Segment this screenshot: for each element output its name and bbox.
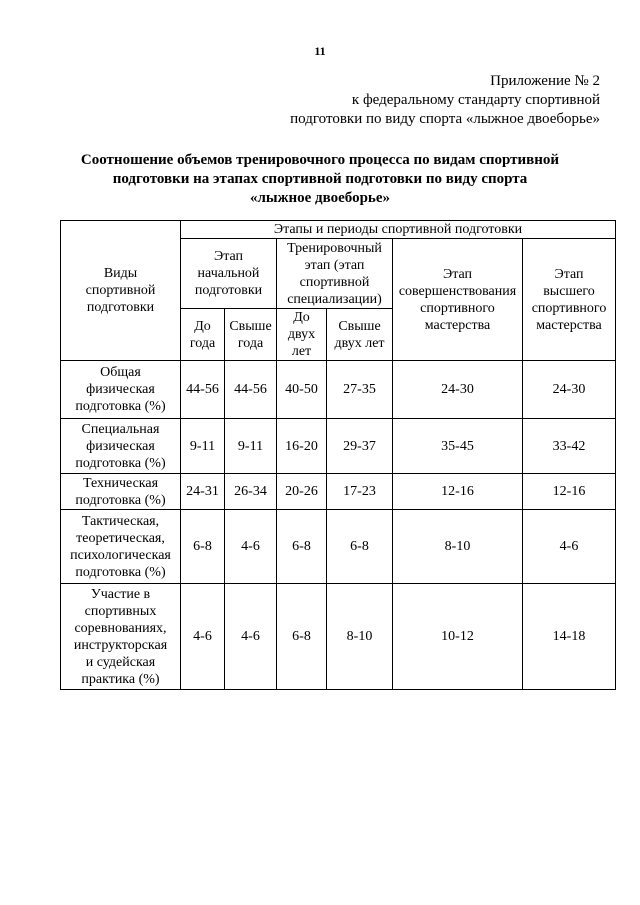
table-row [61,584,616,690]
header-training-stage: Тренировочный этап (этап спортивной специализации) [277,239,393,309]
header-stages-periods: Этапы и периоды спортивной подготовки [181,221,616,239]
table-cell: 35-45 [393,419,523,474]
table-cell: 44-56 [225,361,277,419]
table-cell: 12-16 [393,474,523,510]
header-over-one-year: Свыше года [225,309,277,361]
table-row [61,419,616,474]
table-cell: 8-10 [393,510,523,584]
table-row [61,474,616,510]
table-cell: 4-6 [523,510,616,584]
header-up-to-one-year: До года [181,309,225,361]
table-cell: 9-11 [225,419,277,474]
row-label: Общая физическая подготовка (%) [61,361,181,419]
table-cell: 20-26 [277,474,327,510]
table-cell: 16-20 [277,419,327,474]
table-cell: 4-6 [181,584,225,690]
document-title [60,151,580,208]
appendix-note [200,72,600,129]
appendix-line: Приложение № 2 [490,73,600,89]
table-cell: 6-8 [327,510,393,584]
row-label: Участие в спортивных соревнованиях, инструкторская и судейская практика (%) [61,584,181,690]
training-ratio-table [60,220,616,690]
table-row [61,361,616,419]
table-cell: 24-30 [393,361,523,419]
table-cell: 6-8 [277,510,327,584]
table-cell: 14-18 [523,584,616,690]
table-cell: 9-11 [181,419,225,474]
header-kinds: Виды спортивной подготовки [61,221,181,361]
table-cell: 6-8 [181,510,225,584]
row-label: Техническая подготовка (%) [61,474,181,510]
row-label: Специальная физическая подготовка (%) [61,419,181,474]
table-cell: 29-37 [327,419,393,474]
header-up-to-two-years: До двух лет [277,309,327,361]
table-cell: 8-10 [327,584,393,690]
header-highest-stage: Этап высшего спортивного мастерства [523,239,616,361]
table-cell: 44-56 [181,361,225,419]
table-cell: 40-50 [277,361,327,419]
table-cell: 4-6 [225,510,277,584]
header-improvement-stage: Этап совершенствования спортивного мастерства [393,239,523,361]
table-cell: 27-35 [327,361,393,419]
table-cell: 4-6 [225,584,277,690]
table-cell: 6-8 [277,584,327,690]
table-cell: 33-42 [523,419,616,474]
title-line: подготовки на этапах спортивной подготовки по виду спорта [112,171,528,187]
appendix-line: подготовки по виду спорта «лыжное двоеборье» [290,111,600,127]
table-cell: 12-16 [523,474,616,510]
title-line: Соотношение объемов тренировочного процесса по видам спортивной [80,152,560,168]
table-cell: 24-30 [523,361,616,419]
page-number: 11 [314,44,326,58]
table-cell: 10-12 [393,584,523,690]
appendix-line: к федеральному стандарту спортивной [351,92,600,108]
row-label: Тактическая, теоретическая, психологическая подготовка (%) [61,510,181,584]
table-row [61,510,616,584]
header-initial-stage: Этап начальной подготовки [181,239,277,309]
title-line: «лыжное двоеборье» [249,190,391,206]
table-cell: 24-31 [181,474,225,510]
table-cell: 26-34 [225,474,277,510]
table-cell: 17-23 [327,474,393,510]
header-over-two-years: Свыше двух лет [327,309,393,361]
